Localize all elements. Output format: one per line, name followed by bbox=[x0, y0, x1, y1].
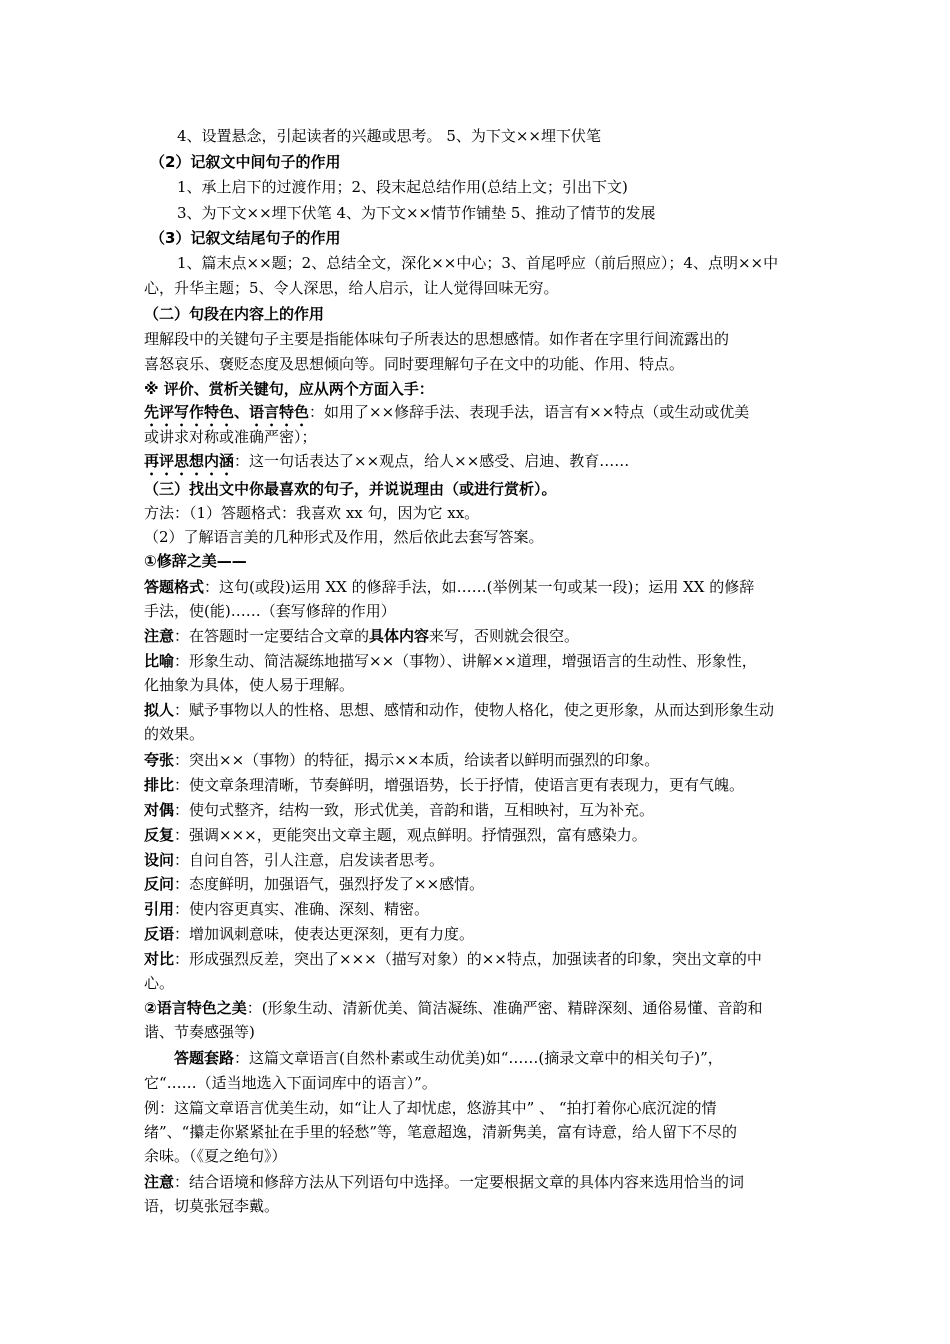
section-heading: （2）记叙文中间句子的作用 bbox=[150, 153, 341, 171]
text-line: 谐、节奏感强等) bbox=[144, 1023, 255, 1041]
section-heading: ※ 评价、赏析关键句，应从两个方面入手： bbox=[144, 380, 434, 398]
text-line: 夸张：突出××（事物）的特征，揭示××本质，给读者以鲜明而强烈的印象。 bbox=[144, 751, 660, 769]
text-line: 例：这篇文章语言优美生动，如“让人了却忧虑，悠游其中” 、 “拍打着你心底沉淀的情 bbox=[144, 1099, 717, 1117]
section-heading: ①修辞之美—— bbox=[144, 552, 247, 570]
text-line: 手法，使(能)……（套写修辞的作用） bbox=[144, 602, 396, 620]
text-line: 4、设置悬念，引起读者的兴趣或思考。 5、为下文××埋下伏笔 bbox=[177, 127, 601, 145]
text-line: 答题格式：这句(或段)运用 XX 的修辞手法，如……(举例某一句或某一段)；运用 XX 的修辞 bbox=[144, 578, 755, 596]
term-label: 拟人 bbox=[144, 701, 175, 719]
text-line: 方法：（1）答题格式：我喜欢 xx 句，因为它 xx。 bbox=[144, 504, 480, 522]
term-label: 反语 bbox=[144, 925, 175, 943]
text-line: ②语言特色之美：(形象生动、清新优美、简洁凝练、准确严密、精辟深刻、通俗易懂、音韵和 bbox=[144, 999, 763, 1017]
term-label: 比喻 bbox=[144, 652, 175, 670]
text-line: 设问：自问自答，引人注意，启发读者思考。 bbox=[144, 851, 445, 869]
text-line: 注意：在答题时一定要结合文章的具体内容来写，否则就会很空。 bbox=[144, 627, 580, 645]
term-label: 设问 bbox=[144, 851, 175, 869]
text-line: 语，切莫张冠李戴。 bbox=[144, 1197, 280, 1215]
emphasis-text: 具体内容 bbox=[369, 627, 430, 645]
term-label: 注意 bbox=[144, 627, 175, 645]
text-line: （2）了解语言美的几种形式及作用，然后依此去套写答案。 bbox=[144, 528, 544, 546]
term-label: 反复 bbox=[144, 826, 175, 844]
term-label: 对偶 bbox=[144, 801, 175, 819]
text-line: 1、承上启下的过渡作用；2、段末起总结作用(总结上文；引出下文) bbox=[177, 178, 628, 196]
text-line: 喜怒哀乐、褒贬态度及思想倾向等。同时要理解句子在文中的功能、作用、特点。 bbox=[144, 355, 685, 373]
text-line: 的效果。 bbox=[144, 725, 205, 743]
term-label: 排比 bbox=[144, 776, 175, 794]
text-line: 3、为下文××埋下伏笔 4、为下文××情节作铺垫 5、推动了情节的发展 bbox=[177, 204, 656, 222]
text-line: 答题套路：这篇文章语言(自然朴素或生动优美)如“……(摘录文章中的相关句子)”， bbox=[174, 1049, 723, 1067]
term-label: 再评思想内涵 bbox=[144, 452, 235, 470]
text-line: 反语：增加讽刺意味，使表达更深刻，更有力度。 bbox=[144, 925, 475, 943]
text-line: 反复：强调×××，更能突出文章主题，观点鲜明。抒情强烈，富有感染力。 bbox=[144, 826, 647, 844]
term-label: 先评写作特色、语言特色 bbox=[144, 403, 310, 421]
term-label: 注意 bbox=[144, 1173, 175, 1191]
text-line: 对偶：使句式整齐，结构一致，形式优美，音韵和谐，互相映衬，互为补充。 bbox=[144, 801, 655, 819]
text-line: 绪”、“攥走你紧紧扯在手里的轻愁”等，笔意超逸，清新隽美，富有诗意，给人留下不尽的 bbox=[144, 1123, 738, 1141]
term-label: 答题套路 bbox=[174, 1049, 235, 1067]
term-label: 答题格式 bbox=[144, 578, 205, 596]
text-line: 反问：态度鲜明，加强语气，强烈抒发了××感情。 bbox=[144, 875, 485, 893]
text-line: 比喻：形象生动、简洁凝练地描写××（事物）、讲解××道理，增强语言的生动性、形象性， bbox=[144, 652, 757, 670]
text-line: 注意：结合语境和修辞方法从下列语句中选择。一定要根据文章的具体内容来选用恰当的词 bbox=[144, 1173, 745, 1191]
text-line: 对比：形成强烈反差，突出了×××（描写对象）的××特点，加强读者的印象，突出文章的中 bbox=[144, 950, 762, 968]
text-line: 或讲求对称或准确严密）； bbox=[144, 428, 317, 446]
section-heading: （三）找出文中你最喜欢的句子，并说说理由（或进行赏析）。 bbox=[144, 480, 557, 498]
term-label: 夸张 bbox=[144, 751, 175, 769]
text-line: 再评思想内涵：这一句话表达了××观点，给人××感受、启迪、教育…… bbox=[144, 452, 630, 470]
term-label: 引用 bbox=[144, 900, 175, 918]
term-label: 反问 bbox=[144, 875, 175, 893]
text-line: 先评写作特色、语言特色：如用了××修辞手法、表现手法，语言有××特点（或生动或优美 bbox=[144, 403, 750, 421]
section-heading: （3）记叙文结尾句子的作用 bbox=[150, 229, 341, 247]
term-label: ②语言特色之美 bbox=[144, 999, 247, 1017]
text-line: 它“……（适当地选入下面词库中的语言）”。 bbox=[144, 1074, 437, 1092]
text-line: 心，升华主题；5、令人深思，给人启示，让人觉得回味无穷。 bbox=[144, 279, 559, 297]
text-line: 1、篇末点××题；2、总结全文，深化××中心；3、首尾呼应（前后照应）；4、点明××中 bbox=[177, 254, 779, 272]
term-label: 对比 bbox=[144, 950, 175, 968]
text-line: 拟人：赋予事物以人的性格、思想、感情和动作，使物人格化，使之更形象，从而达到形象生动 bbox=[144, 701, 775, 719]
text-line: 余味。（《夏之绝句》） bbox=[144, 1147, 287, 1165]
section-heading: （二）句段在内容上的作用 bbox=[144, 305, 325, 323]
text-line: 化抽象为具体，使人易于理解。 bbox=[144, 676, 355, 694]
text-line: 心。 bbox=[144, 974, 175, 992]
text-line: 引用：使内容更真实、准确、深刻、精密。 bbox=[144, 900, 430, 918]
text-line: 排比：使文章条理清晰，节奏鲜明，增强语势，长于抒情，使语言更有表现力，更有气魄。 bbox=[144, 776, 745, 794]
text-line: 理解段中的关键句子主要是指能体味句子所表达的思想感情。如作者在字里行间流露出的 bbox=[144, 330, 730, 348]
